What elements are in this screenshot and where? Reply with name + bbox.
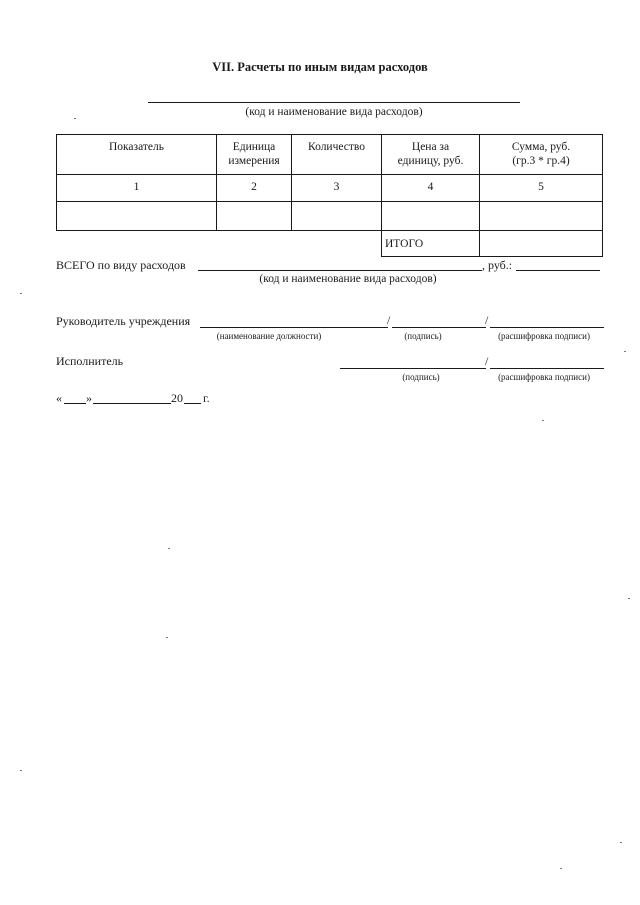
page-title: VII. Расчеты по иным видам расходов	[212, 60, 428, 74]
head-separator-2: /	[485, 313, 489, 327]
date-year-prefix: 20	[171, 391, 183, 405]
header-unit-text: Единица измерения	[228, 141, 280, 167]
scan-speck	[168, 548, 170, 549]
total-line-label: ВСЕГО по виду расходов	[56, 258, 186, 272]
table-data-row	[57, 202, 603, 231]
expense-table	[56, 134, 603, 257]
date-month-field[interactable]	[93, 403, 171, 404]
column-number-cell: 3	[292, 175, 382, 202]
header-price-text: Цена за единицу, руб.	[397, 141, 464, 167]
date-open-quote: «	[56, 391, 62, 405]
head-signature-caption: (подпись)	[404, 331, 442, 341]
scan-speck	[560, 868, 562, 869]
scan-speck	[20, 293, 22, 294]
table-cell[interactable]	[57, 202, 217, 231]
table-cell[interactable]	[292, 202, 382, 231]
header-sum-text: Сумма, руб. (гр.3 * гр.4)	[511, 141, 571, 167]
table-blank-cell	[57, 231, 217, 257]
header-sum	[480, 135, 603, 175]
header-unit	[217, 135, 292, 175]
table-header-row	[57, 135, 603, 175]
executor-signature-caption: (подпись)	[402, 372, 440, 382]
header-indicator	[57, 135, 217, 175]
date-year-field[interactable]	[184, 403, 201, 404]
executor-decoding-field[interactable]	[490, 368, 604, 369]
scan-speck	[624, 351, 626, 352]
executor-separator: /	[485, 354, 489, 368]
total-line-code-field[interactable]	[198, 270, 482, 271]
table-column-number-row	[57, 175, 603, 202]
header-price	[382, 135, 480, 175]
head-decoding-field[interactable]	[490, 327, 604, 328]
executor-signature-field[interactable]	[340, 368, 486, 369]
head-position-caption: (наименование должности)	[216, 331, 322, 341]
scan-speck	[542, 420, 544, 421]
head-separator-1: /	[387, 313, 391, 327]
header-quantity-text: Количество	[308, 141, 365, 153]
column-number-cell: 5	[480, 175, 603, 202]
date-year-suffix: г.	[203, 391, 210, 405]
table-total-row	[57, 231, 603, 257]
header-indicator-text: Показатель	[108, 141, 165, 153]
scan-speck	[620, 842, 622, 843]
scan-speck	[74, 118, 76, 119]
executor-decoding-caption: (расшифровка подписи)	[498, 372, 590, 382]
total-line-suffix: , руб.:	[482, 258, 513, 272]
total-line-caption: (код и наименование вида расходов)	[259, 273, 437, 285]
scan-speck	[166, 637, 168, 638]
table-cell[interactable]	[217, 202, 292, 231]
date-day-field[interactable]	[64, 403, 86, 404]
table-cell[interactable]	[382, 202, 480, 231]
expense-code-line	[148, 102, 520, 103]
total-label: ИТОГО	[382, 231, 480, 257]
column-number-cell: 1	[57, 175, 217, 202]
executor-signature-label: Исполнитель	[56, 354, 124, 368]
head-position-field[interactable]	[200, 327, 388, 328]
total-line-amount-field[interactable]	[516, 270, 600, 271]
table-blank-cell	[292, 231, 382, 257]
date-close-quote: »	[86, 391, 92, 405]
scan-speck	[628, 598, 630, 599]
table-blank-cell	[217, 231, 292, 257]
expense-code-caption: (код и наименование вида расходов)	[245, 106, 423, 118]
header-quantity	[292, 135, 382, 175]
head-signature-label: Руководитель учреждения	[56, 314, 191, 328]
column-number-cell: 4	[382, 175, 480, 202]
scan-speck	[20, 770, 22, 771]
table-cell[interactable]	[480, 202, 603, 231]
total-value-cell[interactable]	[480, 231, 603, 257]
head-signature-field[interactable]	[392, 327, 486, 328]
head-decoding-caption: (расшифровка подписи)	[498, 331, 590, 341]
column-number-cell: 2	[217, 175, 292, 202]
